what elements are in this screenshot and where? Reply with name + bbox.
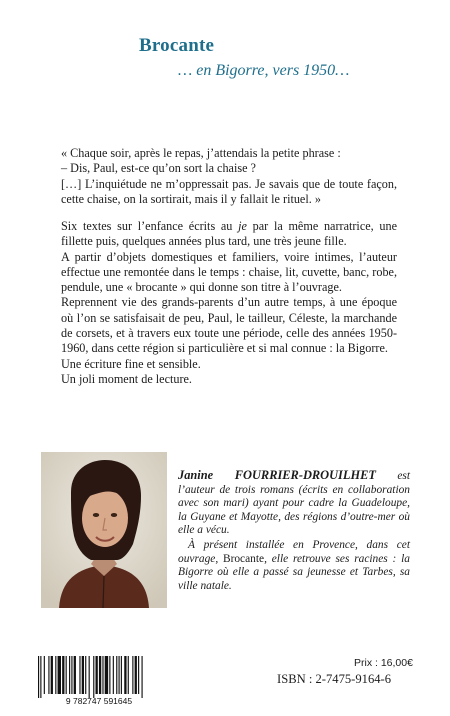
barcode-bar [105, 656, 108, 694]
quote-line: – Dis, Paul, est-ce qu’on sort la chaise ? [61, 161, 256, 176]
barcode-bar [138, 656, 139, 694]
author-bio-paragraph [178, 469, 410, 538]
description-italic: je [238, 219, 247, 233]
description-paragraph: Un joli moment de lecture. [61, 371, 192, 386]
book-title: Brocante [139, 35, 215, 56]
barcode-bar [121, 656, 122, 694]
author-photo [41, 452, 167, 608]
barcode-bar [44, 656, 45, 694]
author-portrait-image [41, 452, 167, 608]
barcode-bar [93, 656, 94, 698]
author-bio [178, 469, 410, 593]
book-subtitle: … en Bigorre, vers 1950… [178, 62, 350, 79]
description-paragraph: Une écriture fine et sensible. [61, 356, 201, 371]
quote-line: […] L’inquiétude ne m’oppressait pas. Je savais que de toute façon, cette chaise, on la sortirait, mais il y fallait le rituel. » [61, 176, 397, 206]
barcode-bar [99, 656, 101, 694]
barcode-bar [79, 656, 80, 694]
excerpt-quote [61, 146, 397, 207]
barcode-bar [119, 656, 120, 694]
barcode-bar [135, 656, 137, 694]
barcode-bar [71, 656, 72, 694]
barcode-bar [109, 656, 110, 694]
barcode-bar [124, 656, 126, 694]
description-paragraph: A partir d’objets domestiques et familiers, voire intimes, l’auteur effectue une remontée dans le temps : chaise, lit, cuvette, banc, robe, pendule, une « brocante » qui donne son titre à l’ouvrage. [61, 249, 397, 295]
author-bio-text: est l’auteur de trois romans (écrits en collaboration avec son mari) ayant pour cadre la Guadeloupe, la Guyane et Mayotte, des régions d’outre-mer où elle a vécu. [178, 470, 410, 537]
barcode-bar [116, 656, 117, 694]
barcode-bar [48, 656, 49, 694]
barcode-bar [38, 656, 39, 698]
author-bio-book-title: Brocante [222, 552, 265, 565]
barcode-bar [62, 656, 64, 694]
barcode-bar [142, 656, 143, 698]
barcode-bar [89, 656, 90, 698]
quote-line: « Chaque soir, après le repas, j’attendais la petite phrase : [61, 146, 341, 160]
barcode-bar [128, 656, 129, 694]
barcode-bar [132, 656, 133, 694]
barcode-bar [96, 656, 98, 694]
barcode-bar [82, 656, 84, 694]
description-text: par la même narratrice, une fillette puis, quelques années plus tard, une très jeune fille. [61, 219, 397, 249]
barcode-bar [40, 656, 41, 698]
author-bio-text: , elle retrouve ses racines : la Bigorre où elle a passé sa jeunesse et Tarbes, sa ville natale. [178, 552, 410, 592]
barcode-bar [51, 656, 53, 694]
barcode-bar [55, 656, 56, 694]
author-bio-paragraph [178, 539, 410, 593]
isbn-label: ISBN : 2-7475-9164-6 [277, 672, 392, 686]
description-text: Six textes sur l’enfance écrits au [61, 219, 239, 233]
author-bio-text: À présent installée en Provence, dans cet ouvrage, [178, 538, 410, 565]
barcode-bar [102, 656, 103, 694]
barcode-bar [66, 656, 67, 694]
barcode-bar [74, 656, 76, 694]
book-description [61, 219, 397, 387]
author-name: Janine FOURRIER-DROUILHET [178, 468, 376, 482]
price-label: Prix : 16,00€ [354, 657, 413, 669]
description-paragraph: Reprennent vie des grands-parents d’un autre temps, à une époque où l’on se satisfaisait de peu, Paul, le tailleur, Céleste, la marchande de corsets, et à travers eux toute une période, celle des années 1950-1960, dans cette région si particulière et si mal connue : la Bigorre. [61, 295, 397, 356]
barcode-bar [58, 656, 61, 694]
barcode-bar [113, 656, 114, 694]
barcode-bar [69, 656, 70, 694]
barcode-digits: 9 782747 591645 [65, 696, 133, 706]
isbn-barcode [32, 654, 166, 706]
barcode-bar [85, 656, 86, 694]
barcode-bars [38, 656, 143, 698]
description-paragraph [61, 219, 397, 250]
